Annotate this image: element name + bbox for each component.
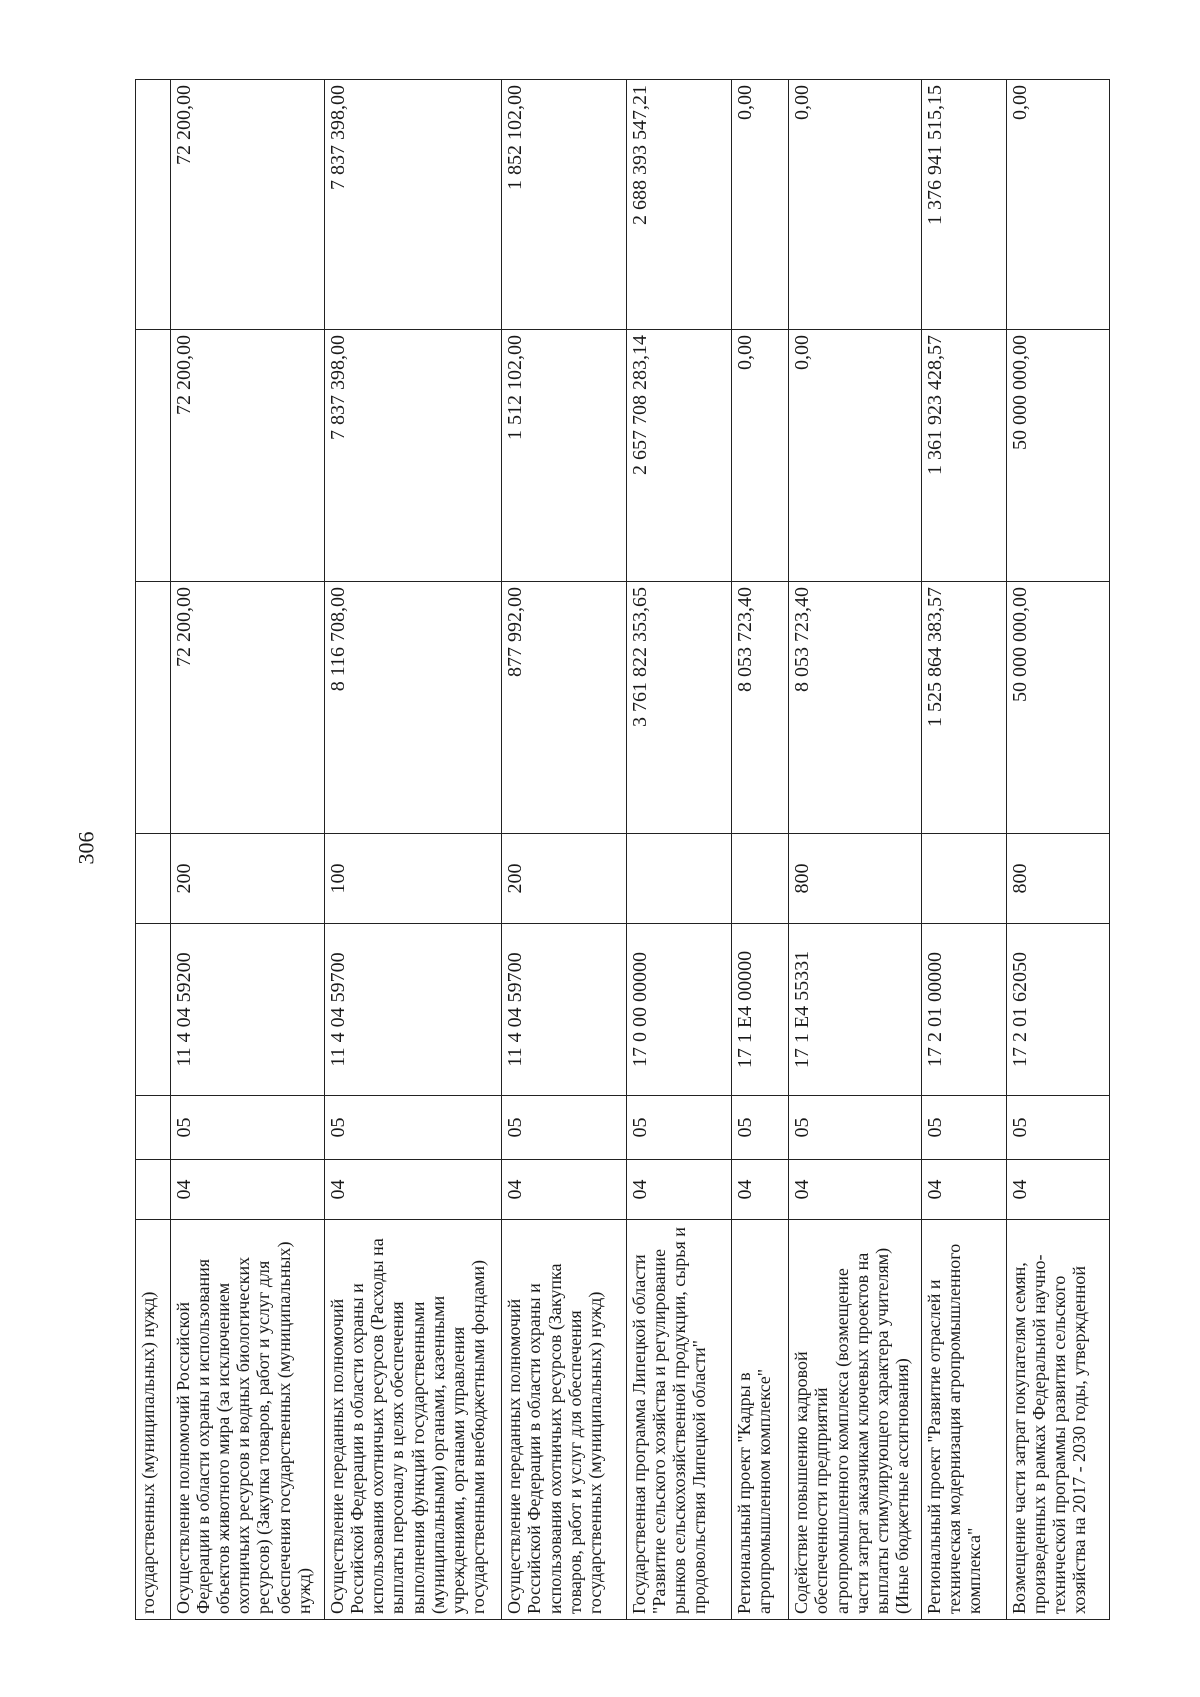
rotated-table-wrapper xyxy=(135,80,1110,1620)
subsection-code: 05 xyxy=(324,1096,501,1160)
table-row xyxy=(789,80,922,1620)
budget-table xyxy=(135,79,1110,1620)
amount-year-2: 2 657 708 283,14 xyxy=(626,330,732,582)
row-name: Государственная программа Липецкой области "Развитие сельского хозяйства и регулирование рынков сельскохозяйственной продукции, сырья и продовольствия Липецкой области" xyxy=(626,1220,732,1620)
amount-year-2: 1 361 923 428,57 xyxy=(922,330,1006,582)
subsection-code: 05 xyxy=(626,1096,732,1160)
row-name: Осуществление переданных полномочий Российской Федерации в области охраны и использования охотничьих ресурсов (Расходы на выплаты персоналу в целях обеспечения выполнения функций государственными (муниципальными) органами, казенными учреждениями, органами управления государственными внебюджетными фондами) xyxy=(324,1220,501,1620)
section-code: 04 xyxy=(789,1160,922,1220)
amount-year-3: 72 200,00 xyxy=(170,80,324,330)
amount-year-1: 8 116 708,00 xyxy=(324,582,501,834)
section-code xyxy=(136,1160,171,1220)
amount-year-1: 72 200,00 xyxy=(170,582,324,834)
row-name: Возмещение части затрат покупателям семян, произведенных в рамках Федеральной научно-технической программы развития сельского хозяйства на 2017 - 2030 годы, утвержденной xyxy=(1006,1220,1109,1620)
amount-year-2: 72 200,00 xyxy=(170,330,324,582)
row-name: Осуществление полномочий Российской Федерации в области охраны и использования объектов животного мира (за исключением охотничьих ресурсов и водных биологических ресурсов) (Закупка товаров, работ и услуг для обеспечения государственных (муниципальных) нужд) xyxy=(170,1220,324,1620)
table-row xyxy=(324,80,501,1620)
amount-year-2: 50 000 000,00 xyxy=(1006,330,1109,582)
expense-type-code: 200 xyxy=(502,834,627,924)
table-row xyxy=(502,80,627,1620)
target-article-code: 17 0 00 00000 xyxy=(626,924,732,1096)
subsection-code: 05 xyxy=(732,1096,789,1160)
amount-year-3: 0,00 xyxy=(1006,80,1109,330)
expense-type-code xyxy=(732,834,789,924)
target-article-code: 17 2 01 62050 xyxy=(1006,924,1109,1096)
expense-type-code xyxy=(136,834,171,924)
table-row xyxy=(1006,80,1109,1620)
amount-year-1: 1 525 864 383,57 xyxy=(922,582,1006,834)
amount-year-2 xyxy=(136,330,171,582)
row-name: Осуществление переданных полномочий Российской Федерации в области охраны и использования охотничьих ресурсов (Закупка товаров, работ и услуг для обеспечения государственных (муниципальных) нужд) xyxy=(502,1220,627,1620)
amount-year-3: 0,00 xyxy=(789,80,922,330)
target-article-code: 17 1 Е4 00000 xyxy=(732,924,789,1096)
amount-year-2: 1 512 102,00 xyxy=(502,330,627,582)
subsection-code: 05 xyxy=(170,1096,324,1160)
section-code: 04 xyxy=(502,1160,627,1220)
amount-year-1: 50 000 000,00 xyxy=(1006,582,1109,834)
table-row xyxy=(170,80,324,1620)
amount-year-3: 7 837 398,00 xyxy=(324,80,501,330)
amount-year-1: 877 992,00 xyxy=(502,582,627,834)
amount-year-1: 8 053 723,40 xyxy=(789,582,922,834)
target-article-code xyxy=(136,924,171,1096)
target-article-code: 11 4 04 59700 xyxy=(502,924,627,1096)
amount-year-1 xyxy=(136,582,171,834)
section-code: 04 xyxy=(732,1160,789,1220)
section-code: 04 xyxy=(1006,1160,1109,1220)
subsection-code: 05 xyxy=(1006,1096,1109,1160)
table-row xyxy=(626,80,732,1620)
subsection-code: 05 xyxy=(789,1096,922,1160)
table-row xyxy=(136,80,171,1620)
amount-year-3: 1 852 102,00 xyxy=(502,80,627,330)
target-article-code: 11 4 04 59200 xyxy=(170,924,324,1096)
row-name: государственных (муниципальных) нужд) xyxy=(136,1220,171,1620)
amount-year-2: 0,00 xyxy=(789,330,922,582)
amount-year-3: 1 376 941 515,15 xyxy=(922,80,1006,330)
amount-year-3 xyxy=(136,80,171,330)
expense-type-code: 800 xyxy=(789,834,922,924)
amount-year-2: 0,00 xyxy=(732,330,789,582)
expense-type-code xyxy=(922,834,1006,924)
target-article-code: 17 1 Е4 55331 xyxy=(789,924,922,1096)
amount-year-3: 2 688 393 547,21 xyxy=(626,80,732,330)
expense-type-code xyxy=(626,834,732,924)
expense-type-code: 200 xyxy=(170,834,324,924)
page-number: 306 xyxy=(73,831,99,865)
row-name: Региональный проект "Кадры в агропромышленном комплексе" xyxy=(732,1220,789,1620)
subsection-code: 05 xyxy=(922,1096,1006,1160)
expense-type-code: 800 xyxy=(1006,834,1109,924)
section-code: 04 xyxy=(170,1160,324,1220)
row-name: Содействие повышению кадровой обеспеченности предприятий агропромышленного комплекса (возмещение части затрат заказчикам ключевых проектов на выплаты стимулирующего характера учителям) (Иные бюджетные ассигнования) xyxy=(789,1220,922,1620)
subsection-code: 05 xyxy=(502,1096,627,1160)
target-article-code: 11 4 04 59700 xyxy=(324,924,501,1096)
section-code: 04 xyxy=(324,1160,501,1220)
amount-year-2: 7 837 398,00 xyxy=(324,330,501,582)
section-code: 04 xyxy=(922,1160,1006,1220)
subsection-code xyxy=(136,1096,171,1160)
row-name: Региональный проект "Развитие отраслей и техническая модернизация агропромышленного комплекса" xyxy=(922,1220,1006,1620)
target-article-code: 17 2 01 00000 xyxy=(922,924,1006,1096)
amount-year-1: 3 761 822 353,65 xyxy=(626,582,732,834)
section-code: 04 xyxy=(626,1160,732,1220)
amount-year-3: 0,00 xyxy=(732,80,789,330)
expense-type-code: 100 xyxy=(324,834,501,924)
table-row xyxy=(732,80,789,1620)
table-row xyxy=(922,80,1006,1620)
amount-year-1: 8 053 723,40 xyxy=(732,582,789,834)
